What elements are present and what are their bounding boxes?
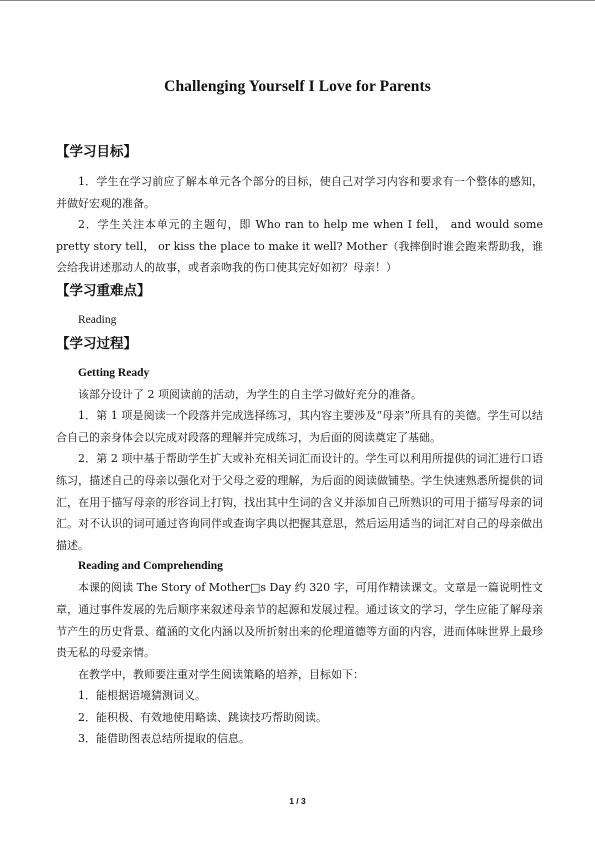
document-title: Challenging Yourself I Love for Parents	[164, 78, 431, 95]
getting-ready-paragraph-2: 1．第 1 项是阅读一个段落并完成选择练习，其内容主要涉及“母亲”所具有的美德。学生可以结合自己的亲身体会以完成对段落的理解并完成练习，为后面的阅读奠定了基础。	[56, 409, 543, 444]
reading-paragraph-1: 本课的阅读 The Story of Mother□s Day 约 320 字，可用作精读课文。文章是一篇说明性文章，通过事件发展的先后顺序来叙述母亲节的起源和发展过程。通过该文的学习，学生应能了解母亲节产生的历史背景、蕴涵的文化内涵以及所折射出来的伦理道德等方面的内容，进而体味世界上最珍贵无私的母爱亲情。	[56, 581, 543, 660]
getting-ready-paragraph-1: 该部分设计了 2 项阅读前的活动，为学生的自主学习做好充分的准备。	[78, 387, 422, 401]
subheading-getting-ready: Getting Ready	[78, 366, 150, 379]
focus-text: Reading	[78, 313, 117, 326]
reading-goal-3: 3．能借助图表总结所提取的信息。	[78, 732, 250, 746]
goal-item-2: 2．学生关注本单元的主题句，即 Who ran to help me when I fell， and would some pretty story tell， or kiss the place to make it well? Mother（我摔倒时谁会跑来帮助我，谁会给我讲述那动人的故事，或者亲吻我的伤口使其完好如初？母亲！）	[56, 218, 543, 275]
section-heading-process: 【学习过程】	[56, 335, 137, 352]
reading-goal-1: 1．能根据语境猜测词义。	[78, 689, 206, 703]
document-body	[56, 142, 543, 750]
reading-goal-2: 2．能积极、有效地使用略读、跳读技巧帮助阅读。	[78, 710, 327, 724]
subheading-reading-comprehending: Reading and Comprehending	[78, 560, 223, 573]
page-number: 1 / 3	[289, 796, 306, 806]
goal-item-1: 1．学生在学习前应了解本单元各个部分的目标，使自己对学习内容和要求有一个整体的感知，并做好宏观的准备。	[56, 175, 543, 210]
top-rule	[0, 0, 595, 1]
section-heading-focus: 【学习重难点】	[56, 282, 151, 299]
reading-paragraph-2: 在教学中，教师要注重对学生阅读策略的培养，目标如下：	[78, 667, 364, 681]
section-heading-goals: 【学习目标】	[56, 144, 137, 160]
getting-ready-paragraph-3: 2．第 2 项中基于帮助学生扩大或补充相关词汇而设计的。学生可以利用所提供的词汇进行口语练习，描述自己的母亲以强化对于父母之爱的理解，为后面的阅读做铺垫。学生快速熟悉所提供的词汇，在用于描写母亲的形容词上打钩，找出其中生词的含义并添加自己所熟识的可用于描写母亲的词汇。对不认识的词可通过咨询同伴或查询字典以把握其意思，然后运用适当的词汇对自己的母亲做出描述。	[56, 452, 543, 552]
